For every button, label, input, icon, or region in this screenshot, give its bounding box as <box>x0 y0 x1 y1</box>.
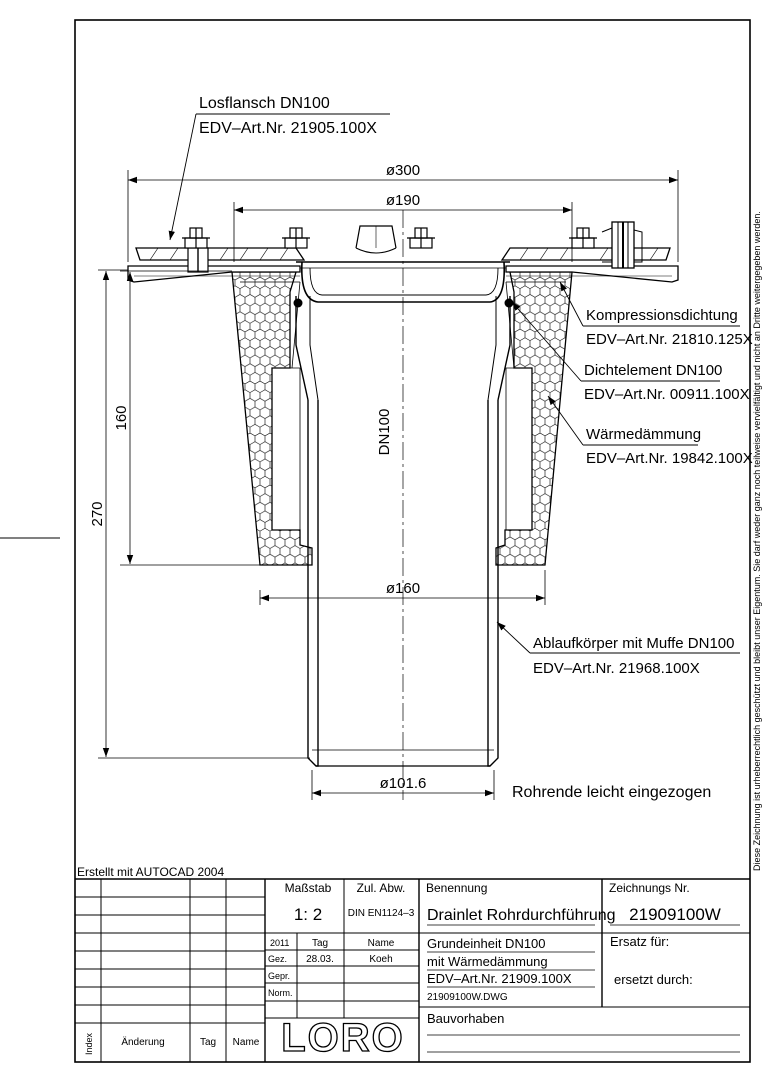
sealing-ring-left <box>294 299 303 308</box>
desc-line3: EDV–Art.Nr. 21909.100X <box>427 971 572 986</box>
rev-index-label: Index <box>84 1032 94 1056</box>
dim-d300: ø300 <box>385 162 421 179</box>
callout-waerme-art: EDV–Art.Nr. 19842.100X <box>586 450 753 467</box>
callout-dichtelement-art: EDV–Art.Nr. 00911.100X <box>584 386 750 403</box>
drawing-no-label: Zeichnungs Nr. <box>609 881 690 895</box>
name-value: Drainlet Rohrdurchführung <box>427 907 616 924</box>
scale-value: 1: 2 <box>293 905 323 924</box>
ersetzt-durch: ersetzt durch: <box>614 972 693 987</box>
callout-kompression-art: EDV–Art.Nr. 21810.125X <box>586 331 753 348</box>
sealing-ring-right <box>505 299 514 308</box>
callout-dichtelement-title: Dichtelement DN100 <box>584 362 723 379</box>
year: 2011 <box>270 938 290 948</box>
drain-assembly <box>128 210 678 800</box>
callout-losflansch-art: EDV–Art.Nr. 21905.100X <box>199 120 377 137</box>
drawing-no-value: 21909100W <box>629 905 721 924</box>
dim-d190: ø190 <box>385 192 421 209</box>
name-col-label: Name <box>367 938 395 949</box>
dim-d101: ø101.6 <box>379 775 427 792</box>
rev-tag-label: Tag <box>199 1037 217 1048</box>
norm-label: Norm. <box>268 988 293 998</box>
pipe-wall-right <box>488 400 498 766</box>
callout-losflansch-title: Losflansch DN100 <box>199 95 330 112</box>
created-with: Erstellt mit AUTOCAD 2004 <box>77 865 225 879</box>
dim-h160: 160 <box>113 405 130 431</box>
desc-file: 21909100W.DWG <box>427 992 508 1003</box>
bauvorhaben-label: Bauvorhaben <box>427 1011 505 1026</box>
tag-col-label: Tag <box>311 938 329 949</box>
gez-label: Gez. <box>268 954 288 964</box>
tolerance-value: DIN EN1124–3 <box>347 908 415 919</box>
note-pipe-end: Rohrende leicht eingezogen <box>512 784 712 801</box>
gez-date: 28.03. <box>306 954 334 965</box>
rev-name-label: Name <box>232 1037 260 1048</box>
dim-h270: 270 <box>89 501 106 527</box>
loose-flange-left <box>136 248 304 260</box>
insulation-right <box>496 272 572 565</box>
copyright-notice: Diese Zeichnung ist urheberrechtlich geschützt und bleibt unser Eigentum. Sie darf weder ganz noch teilweise vervielfältigt und nicht an Dritte weitergegeben werden. <box>752 211 762 871</box>
dim-d160: ø160 <box>385 580 421 597</box>
dim-dn100: DN100 <box>376 408 393 456</box>
loro-logo: LORO <box>281 1016 405 1060</box>
callout-waerme-title: Wärmedämmung <box>586 426 702 443</box>
callout-ablauf-art: EDV–Art.Nr. 21968.100X <box>533 660 700 677</box>
dimensions <box>98 170 678 800</box>
desc-line1: Grundeinheit DN100 <box>427 936 546 951</box>
pipe-wall-left <box>308 400 318 766</box>
callout-kompression-title: Kompressionsdichtung <box>586 307 738 324</box>
scale-label: Maßstab <box>284 881 332 895</box>
rev-aenderung-label: Änderung <box>121 1037 165 1048</box>
ersatz-fuer: Ersatz für: <box>610 934 670 949</box>
tolerance-label: Zul. Abw. <box>356 881 406 895</box>
loose-flange-right <box>502 248 670 260</box>
gepr-label: Gepr. <box>268 971 291 981</box>
callout-ablauf-title: Ablaufkörper mit Muffe DN100 <box>533 635 735 652</box>
name-label: Benennung <box>426 881 488 895</box>
desc-line2: mit Wärmedämmung <box>427 954 548 969</box>
gez-name: Koeh <box>369 954 393 965</box>
